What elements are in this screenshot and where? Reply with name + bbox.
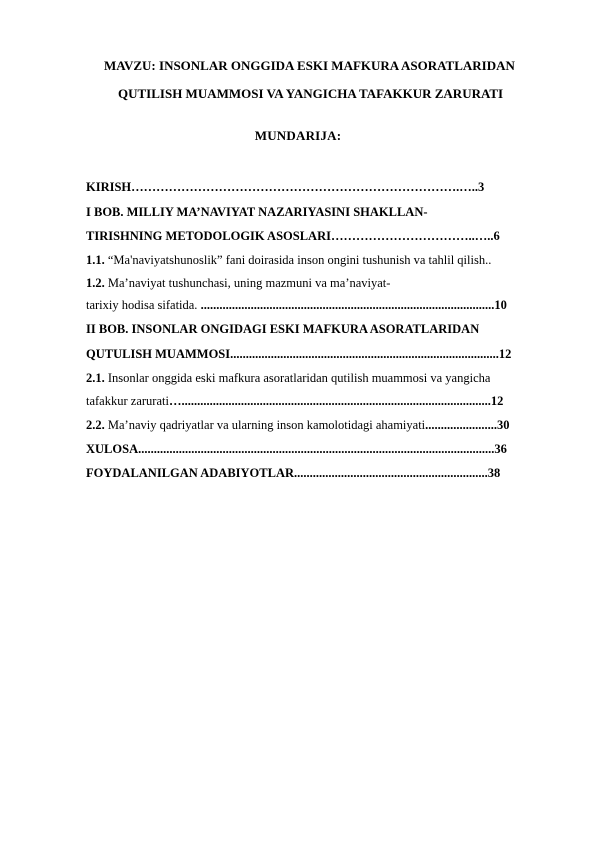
toc-entry-label: FOYDALANILGAN ADABIYOTLAR xyxy=(86,466,295,480)
toc-entry-label: tafakkur zarurati xyxy=(86,394,169,408)
document-title-line-1: MAVZU: INSONLAR ONGGIDA ESKI MAFKURA ASORATLARIDAN xyxy=(104,58,515,73)
toc-leader-dots: .................................................................................................................. xyxy=(138,442,495,456)
toc-entry-label: I BOB. MILLIY MA’NAVIYAT NAZARIYASINI SHAKLLAN- xyxy=(86,205,428,219)
toc-entry-label: XULOSA xyxy=(86,442,139,456)
toc-page-number: 12 xyxy=(498,347,512,361)
toc-entry-references xyxy=(86,466,500,481)
toc-page-number: 6 xyxy=(493,229,500,243)
contents-heading: MUNDARIJA: xyxy=(254,128,342,143)
toc-section-number: 2.2. xyxy=(86,418,105,432)
toc-entry-section-1-2-line-2 xyxy=(86,298,507,313)
toc-page-number: 12 xyxy=(490,394,504,408)
toc-page-number: 3 xyxy=(478,180,485,194)
toc-page-number: 36 xyxy=(494,442,507,456)
toc-entry-label: Ma’naviy qadriyatlar va ularning inson kamolotidagi ahamiyati xyxy=(104,418,426,432)
toc-leader-dots: .............................................................................................. xyxy=(200,298,495,312)
toc-entry-label: “Ma'naviyatshunoslik” fani doirasida inson ongini tushunish va tahlil qilish.. xyxy=(104,253,492,267)
toc-leader-dots: ....................... xyxy=(425,418,498,432)
toc-entry-section-2-1-line-2 xyxy=(86,394,503,409)
toc-leader-dots: .............................................................. xyxy=(294,466,488,480)
toc-entry-chapter-1-line-1 xyxy=(86,205,428,220)
toc-entry-chapter-2-line-1 xyxy=(86,322,479,337)
toc-entry-chapter-2-line-2 xyxy=(86,347,511,362)
document-title-line-2: QUTILISH MUAMMOSI VA YANGICHA TAFAKKUR ZARURATI xyxy=(118,86,504,101)
toc-entry-label: Insonlar onggida eski mafkura asoratlaridan qutilish muammosi va yangicha xyxy=(104,371,491,385)
toc-entry-label: KIRISH xyxy=(86,180,132,194)
toc-section-number: 1.1. xyxy=(86,253,105,267)
toc-leader-dots: …………………………………………………………………….….. xyxy=(131,180,479,194)
toc-entry-label: TIRISHNING METODOLOGIK ASOSLARI xyxy=(86,229,331,243)
toc-entry-section-1-1 xyxy=(86,253,491,268)
toc-section-number: 2.1. xyxy=(86,371,105,385)
toc-leader-dots: ……………………………..….. xyxy=(330,229,494,243)
toc-page-number: 10 xyxy=(494,298,507,312)
toc-entry-chapter-1-line-2 xyxy=(86,229,500,244)
toc-entry-section-1-2-line-1 xyxy=(86,276,390,291)
toc-entry-kirish xyxy=(86,180,484,195)
toc-page-number: 38 xyxy=(487,466,501,480)
toc-page-number: 30 xyxy=(497,418,510,432)
toc-leader-dots: ...................................................................................... xyxy=(230,347,499,361)
toc-entry-label: II BOB. INSONLAR ONGIDAGI ESKI MAFKURA ASORATLARIDAN xyxy=(86,322,480,336)
toc-entry-section-2-2 xyxy=(86,418,510,433)
toc-entry-label: QUTULISH MUAMMOSI xyxy=(86,347,231,361)
toc-entry-label: tarixiy hodisa sifatida. xyxy=(86,298,201,312)
toc-entry-label: Ma’naviyat tushunchasi, uning mazmuni va ma’naviyat- xyxy=(104,276,391,290)
toc-entry-xulosa xyxy=(86,442,507,457)
toc-section-number: 1.2. xyxy=(86,276,105,290)
toc-entry-section-2-1-line-1 xyxy=(86,371,490,386)
toc-leader-dots: …................................................................................................... xyxy=(168,394,491,408)
